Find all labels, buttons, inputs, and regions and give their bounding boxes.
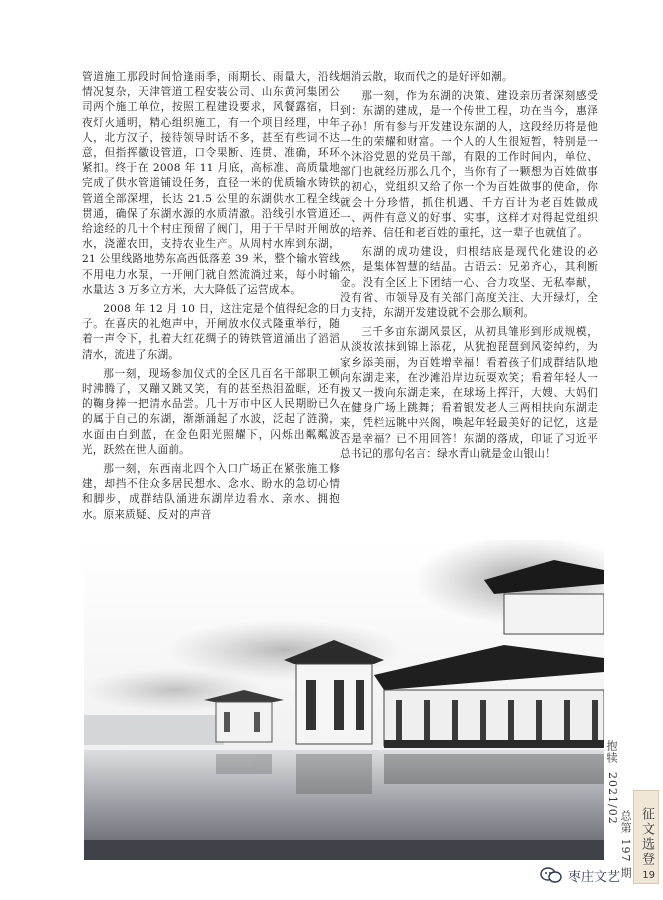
watermark <box>540 862 660 888</box>
wechat-official-account-icon <box>540 866 562 884</box>
issue-date: 2021/02 <box>606 772 619 825</box>
paragraph: 东湖的成功建设，归根结底是现代化建设的必然，是集体智慧的结晶。古语云：兄弟齐心，其利断金。没有全区上下团结一心、合力攻坚、无私奉献，没有省、市领导及有关部门高度关注、大开绿灯，全力支持，东湖开发建设就不会那么顺利。 <box>340 246 598 320</box>
total-issue: 总第 197 期 <box>619 810 632 879</box>
paragraph: 那一刻，东西南北四个入口广场正在紧张施工修建，却挡不住众多居民想水、念水、盼水的急切心情和脚步，成群结队涌进东湖岸边看水、亲水、拥抱水。原来质疑、反对的声音 <box>82 463 340 521</box>
paragraph: 烟消云散，取而代之的是好评如潮。 <box>340 71 513 83</box>
magazine-title: 抱犊 <box>605 740 618 764</box>
right-text-column <box>340 70 598 466</box>
lake-pavilion-illustration <box>84 540 604 860</box>
left-text-column <box>82 70 340 527</box>
page-number: 19 <box>642 870 655 881</box>
paragraph: 那一刻，作为东湖的决策、建设亲历者深刻感受到：东湖的建成，是一个传世工程，功在当今，惠泽子孙！所有参与开发建设东湖的人，这段经历将是他一生的荣耀和财富。一个人的人生很短暂，特别是一个沐浴党恩的党员干部，有限的工作时间内，单位、部门也就经历那么几个，当你有了一颗想为百姓做事的初心，党组织又给了你一个为百姓做事的使命，你就会十分珍惜，抓住机遇、千方百计为老百姓做成一、两件有意义的好事、实事，这样才对得起党组织的培养、信任和老百姓的重托，这一辈子也就值了。 <box>340 90 598 240</box>
paragraph: 2008 年 12 月 10 日，这注定是个值得纪念的日子。在喜庆的礼炮声中，开闸放水仪式隆重举行，随着一声令下，扎着大红花绸子的铸铁管道涌出了滔滔清水，流进了东湖。 <box>82 303 340 361</box>
watermark-text: 枣庄文艺 <box>568 869 621 885</box>
paragraph: 管道施工那段时间恰逢雨季，雨期长、雨量大，沿线情况复杂，天津管道工程安装公司、山东黄河集团公司两个施工单位，按照工程建设要求，风餐露宿，日夜灯火通明，精心组织施工，有一个项目经理，中年人，北方汉子，接待领导时话不多，甚至有些词不达意，但指挥徽设管道，口令果断、连贯、准确，环环紧扣。终于在 2008 年 11 月底，高标准、高质量地完成了供水管道铺设任务，直径一米的优质输水铸铁管道全部深埋，长达 21.5 公里的东湖供水工程全线贯通，确保了东湖水源的水质清澈。沿线引水管道还给途经的几十个村庄预留了阀门，用于干旱时开闸放水，浇灌农田，支持农业生产。从周村水库到东湖，21 公里线路地势东高西低落差 39 米，整个输水管线不用电力水泵，一开闸门就自然流淌过来，每小时输水量达 3 万多立方米，大大降低了运营成本。 <box>82 71 340 296</box>
paragraph: 三千多亩东湖风景区，从初具雏形到形成规模，从淡妆浓抹到锦上添花，从犹抱琵琶到风姿绰约，为家乡添美丽，为百姓增幸福！看着孩子们成群结队地向东湖走来，在沙滩沿岸边玩耍欢笑；看着年轻人一拨又一拨向东湖走来，在球场上挥汗，大嫂、大妈们在健身广场上跳舞；看着银发老人三两相扶向东湖走来，凭栏远眺中兴阁，唤起年轻最美好的记忆，这是否是幸福？已不用回答！东湖的落成，印证了习近平总书记的那句名言：绿水青山就是金山银山！ <box>340 326 598 460</box>
section-tab: 征文选登 <box>633 790 659 884</box>
paragraph: 那一刻，现场参加仪式的全区几百名干部职工顿时沸腾了，又蹦又跳又笑，有的甚至热泪盈眶，还有的鞠身捧一把清水品尝。几十万市中区人民期盼已久的属于自己的东湖，渐渐涌起了水波，泛起了涟漪，水面由白到蓝，在金色阳光照耀下，闪烁出粼粼波光，跃然在世人面前。 <box>82 367 340 456</box>
